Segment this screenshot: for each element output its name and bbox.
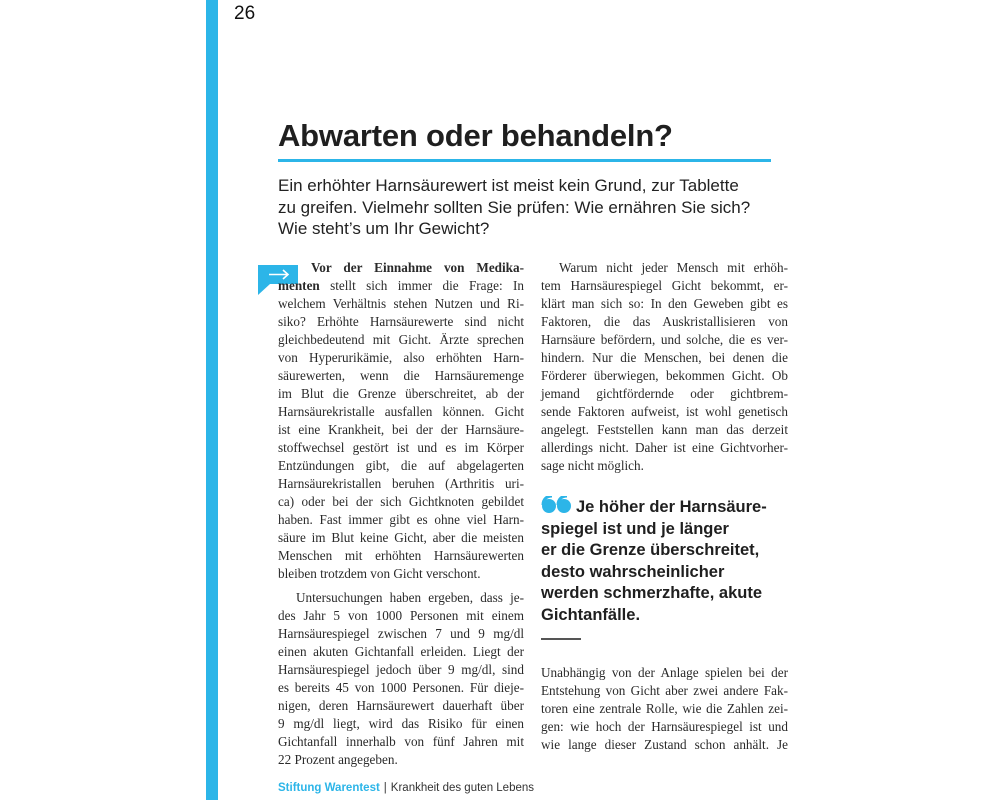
body-line: siko? Erhöhte Harnsäurewerte sind nicht [278, 314, 524, 329]
body-line: säure im Blut keine Gicht, aber die meisten [278, 530, 524, 545]
quote-line [541, 496, 791, 519]
quote-text: Je höher der Harnsäure- [576, 498, 767, 516]
body-line: haben. Fast immer gibt es ohne viel Harn- [278, 512, 524, 527]
body-line: gleichbedeutend mit Gicht. Ärzte sprechen [278, 332, 524, 347]
body-line: einen akuten Gichtanfall erleiden. Liegt der [278, 644, 524, 659]
quote-line: Gichtanfälle. [541, 605, 641, 624]
left-paragraph-2 [278, 589, 524, 769]
body-line: Harnsäurekristallen beruhen (Arthritis uri- [278, 476, 524, 491]
body-line: hindern. Nur die Menschen, bei denen die [541, 350, 788, 365]
body-line: Entzündungen gibt, die auf abgelagerten [278, 458, 524, 473]
lead-line: Ein erhöhter Harnsäurewert ist meist kein Grund, zur Tablette [278, 176, 739, 195]
quote-line: spiegel ist und je länger [541, 519, 729, 538]
body-line: bleiben trotzdem von Gicht verschont. [278, 566, 481, 581]
body-line: Gichtanfall innerhalb von fünf Jahren mit [278, 734, 524, 749]
body-text: stellt sich immer die Frage: In [319, 278, 524, 293]
body-line: Entstehung von Gicht aber zwei andere Fak- [541, 683, 788, 698]
body-line: 22 Prozent angegeben. [278, 752, 398, 767]
body-line: angelegt. Feststellen kann man das derzeit [541, 422, 788, 437]
body-line: Förderer überwiegen, bekommen Gicht. Ob [541, 368, 788, 383]
lead-line: Wie steht’s um Ihr Gewicht? [278, 219, 490, 238]
footer-book-title: Krankheit des guten Lebens [390, 782, 535, 794]
left-column [278, 259, 524, 769]
body-line: ist eine Krankheit, bei der der Harnsäure- [278, 422, 524, 437]
body-line: Harnsäurespiegel zwischen 7 und 9 mg/dl [278, 626, 524, 641]
article-lead [278, 175, 798, 240]
title-underline [278, 159, 771, 162]
quote-divider [541, 638, 581, 640]
body-line: Warum nicht jeder Mensch mit erhöh- [559, 260, 788, 275]
body-line: säurewerten, wenn die Harnsäuremenge [278, 368, 524, 383]
body-line: Untersuchungen haben ergeben, dass je- [296, 590, 524, 605]
footer-brand: Stiftung Warentest [278, 782, 380, 794]
right-column [541, 259, 788, 475]
body-line: tem Harnsäurespiegel Gicht bekommt, er- [541, 278, 788, 293]
body-line: welchem Verhältnis stehen Nutzen und Ri- [278, 296, 524, 311]
body-line [278, 277, 524, 295]
body-line: Menschen mit erhöhten Harnsäurewerten [278, 548, 524, 563]
body-line: des Jahr 5 von 1000 Personen mit einem [278, 608, 524, 623]
body-line: nigen, deren Harnsäurewert dauerhaft über [278, 698, 524, 713]
body-line: sende Faktoren aufweist, ist wohl genetisch [541, 404, 788, 419]
body-line: 9 mg/dl liegt, wird das Risiko für einen [278, 716, 524, 731]
body-line: ca) oder bei der sich Gichtknoten gebildet [278, 494, 524, 509]
footer-separator: | [383, 782, 387, 794]
body-line: von Hyperurikämie, also erhöhten Harn- [278, 350, 524, 365]
page-footer [278, 782, 534, 794]
body-line: Faktoren, die das Auskristallisieren von [541, 314, 788, 329]
quote-line: er die Grenze überschreitet, [541, 541, 760, 559]
lead-line: zu greifen. Vielmehr sollten Sie prüfen: Wie ernähren Sie sich? [278, 197, 751, 217]
body-line: sage nicht möglich. [541, 458, 644, 473]
body-line: im Blut die Grenze überschreitet, ab der [278, 386, 524, 401]
body-line: Harnsäure befördern, und solche, die es ver- [541, 332, 788, 347]
intro-bold-text: menten [278, 278, 320, 293]
right-column-continued [541, 664, 788, 754]
left-paragraph-1 [278, 259, 524, 583]
body-line: Harnsäurespiegel jedoch über 9 mg/dl, sind [278, 662, 524, 677]
body-line: wie lange dieser Zustand schon anhält. Je [541, 737, 788, 752]
accent-stripe [206, 0, 218, 800]
body-line: jemand gichtfördernde oder gichtbrem- [541, 386, 788, 401]
body-line: Unabhängig von der Anlage spielen bei der [541, 665, 788, 680]
pull-quote [541, 496, 791, 626]
body-line: stoffwechsel gestört ist und es im Körper [278, 440, 524, 455]
body-line: klärt man sich so: In den Geweben gibt es [541, 296, 788, 311]
right-paragraph-1 [541, 259, 788, 475]
quotation-mark-icon [541, 496, 573, 514]
body-line: Harnsäurekristalle ausfallen können. Gicht [278, 404, 524, 419]
body-line [278, 259, 524, 277]
quote-line: werden schmerzhafte, akute [541, 584, 762, 602]
body-line: es bereits 45 von 1000 Personen. Für dieje- [278, 680, 524, 695]
quote-line: desto wahrscheinlicher [541, 562, 725, 581]
article-title: Abwarten oder behandeln? [278, 118, 673, 153]
right-paragraph-2 [541, 664, 788, 754]
body-line: gen: wie hoch der Harnsäurespiegel ist und [541, 719, 788, 734]
intro-bold-text: Vor der Einnahme von Medika- [311, 260, 524, 275]
page-number: 26 [234, 3, 256, 24]
body-line: allerdings nicht. Daher ist eine Gichtvorher- [541, 440, 788, 455]
body-line: toren eine zentrale Rolle, wie die Zahlen zei- [541, 701, 788, 716]
